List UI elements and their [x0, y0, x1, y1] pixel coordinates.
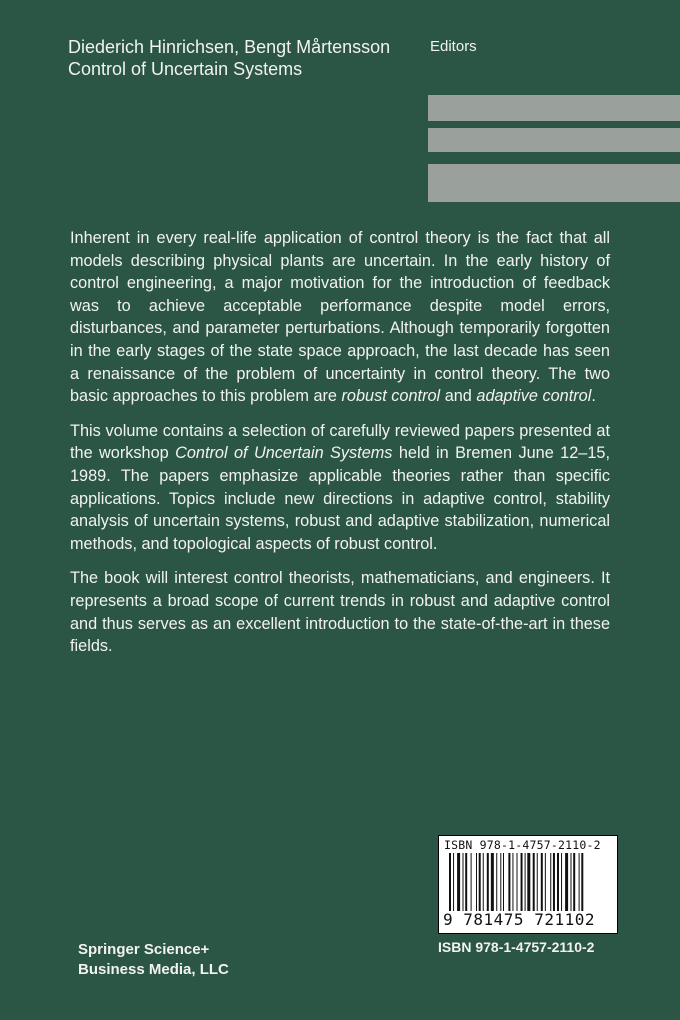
barcode-stripe [565, 853, 568, 911]
barcode-stripe [517, 853, 518, 911]
barcode-stripe [483, 853, 484, 911]
barcode-stripe [457, 853, 460, 911]
barcode-stripe [581, 853, 583, 911]
decorative-bar-1 [428, 95, 680, 121]
barcode-stripe [561, 853, 562, 911]
barcode-stripe [491, 853, 494, 911]
barcode-stripe [479, 853, 481, 911]
authors: Diederich Hinrichsen, Bengt Mårtensson [68, 37, 391, 57]
editors-label: Editors [430, 38, 477, 55]
barcode-stripe [496, 853, 497, 911]
book-title: Control of Uncertain Systems [68, 59, 303, 79]
barcode-stripe [573, 853, 575, 911]
decorative-bar-2 [428, 128, 680, 152]
description [70, 227, 610, 670]
barcode-stripe [545, 853, 546, 911]
barcode-stripe [503, 853, 504, 911]
barcode-stripe [471, 853, 472, 911]
barcode-stripe [500, 853, 501, 911]
barcode-stripe [533, 853, 535, 911]
barcode-stripe [521, 853, 523, 911]
barcode-stripe [571, 853, 572, 911]
paragraph-3: The book will interest control theorists, mathematicians, and engineers. It represents a broad scope of current trends in robust and adaptive control and thus serves as an excellent introduction to the state-of-the-art in these fields. [70, 569, 610, 656]
barcode-stripe [487, 853, 489, 911]
barcode-stripe [449, 853, 451, 911]
barcode [438, 835, 618, 934]
decorative-bar-3 [428, 164, 680, 202]
barcode-stripe [512, 853, 513, 911]
paragraph-2: This volume contains a selection of carefully reviewed papers presented at the workshop Control of Uncertain Systems held in Bremen June 12–15, 1989. The papers emphasize applicable theories rather than specific applications. Topics include new directions in adaptive control, stability analysis of uncertain systems, robust and adaptive stabilization, numerical methods, and topological aspects of robust control. [70, 421, 610, 553]
barcode-stripe [541, 853, 543, 911]
barcode-stripe [557, 853, 559, 911]
barcode-stripe [579, 853, 580, 911]
barcode-stripe [463, 853, 464, 911]
barcode-stripe [453, 853, 454, 911]
barcode-stripe [508, 853, 510, 911]
barcode-stripe [525, 853, 526, 911]
barcode-bars [449, 853, 609, 911]
isbn-label: ISBN 978-1-4757-2110-2 [438, 939, 595, 955]
barcode-stripe [553, 853, 555, 911]
barcode-stripe [476, 853, 477, 911]
barcode-stripe [537, 853, 538, 911]
publisher-line-1: Springer Science+ [78, 941, 210, 958]
paragraph-1: Inherent in every real-life application of control theory is the fact that all models describing physical plants are uncertain. In the early history of control engineering, a major motivation for the introduction of feedback was to achieve acceptable performance despite model errors, disturbances, and parameter perturbations. Although temporarily forgotten in the early stages of the state space approach, the last decade has seen a renaissance of the problem of uncertainty in control theory. The two basic approaches to this problem are robust control and adaptive control. [70, 229, 610, 406]
barcode-stripe [465, 853, 467, 911]
barcode-digits: 9 781475 721102 [443, 910, 595, 929]
barcode-stripe [550, 853, 551, 911]
publisher [78, 940, 229, 980]
barcode-isbn-text: ISBN 978-1-4757-2110-2 [444, 838, 601, 852]
barcode-stripe [527, 853, 530, 911]
publisher-line-2: Business Media, LLC [78, 961, 229, 978]
